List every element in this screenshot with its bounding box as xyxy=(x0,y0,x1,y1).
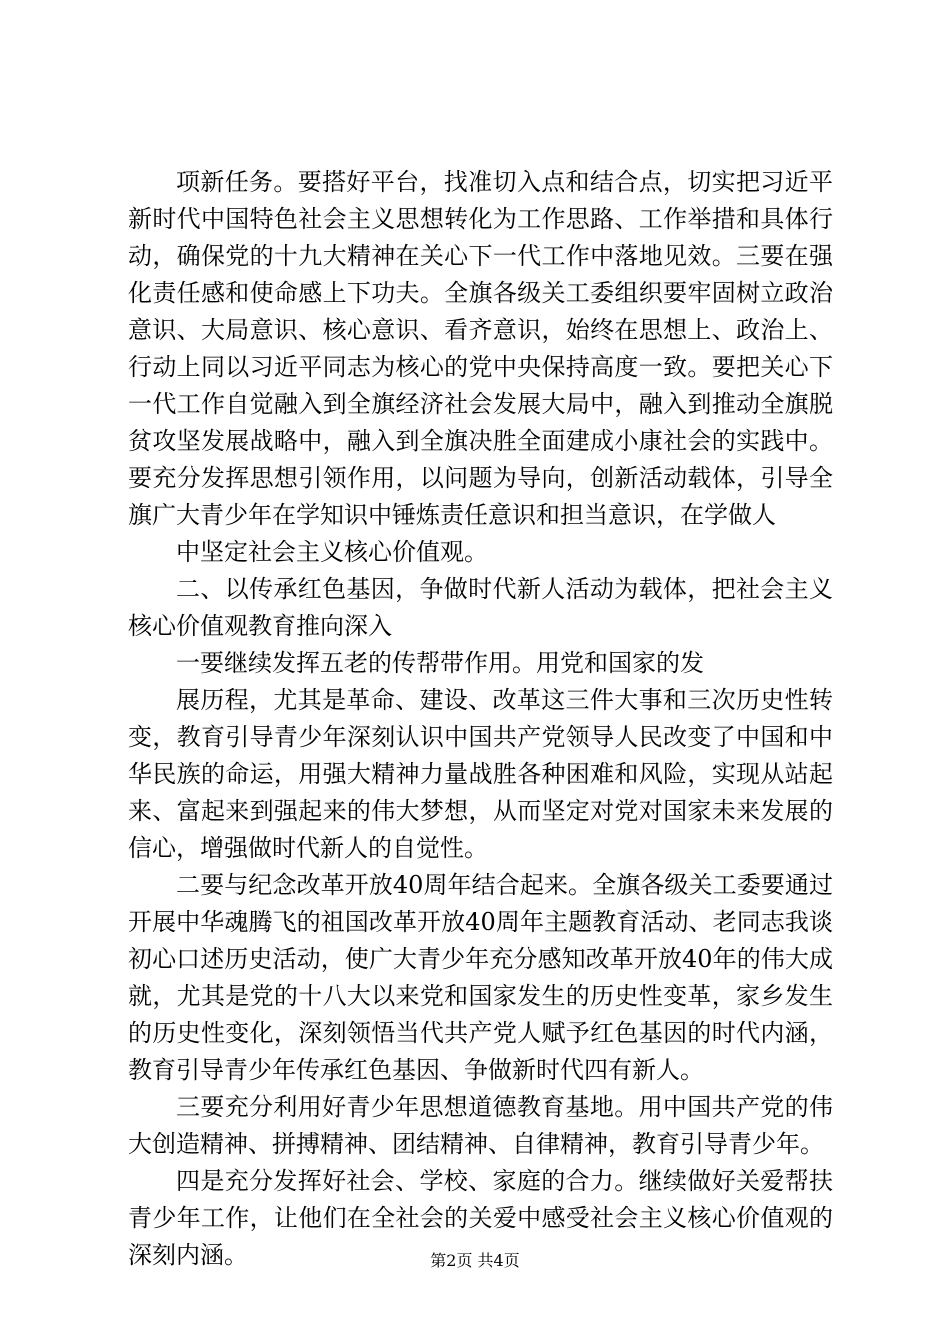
paragraph-point-three: 三要充分利用好青少年思想道德教育基地。用中国共产党的伟大创造精神、拼搏精神、团结精神、自律精神，教育引导青少年。 xyxy=(128,1093,833,1158)
paragraph-core-values: 中坚定社会主义核心价值观。 xyxy=(176,538,488,566)
paragraph-point-one-body: 展历程，尤其是革命、建设、改革这三件大事和三次历史性转变，教育引导青少年深刻认识中国共产党领导人民改变了中国和中华民族的命运，用强大精神力量战胜各种困难和风险，实现从站起来、富起来到强起来的伟大梦想，从而坚定对党对国家未来发展的信心，增强做时代新人的自觉性。 xyxy=(128,686,833,862)
paragraph-point-two: 二要与纪念改革开放40周年结合起来。全旗各级关工委要通过开展中华魂腾飞的祖国改革开放40周年主题教育活动、老同志我谈初心口述历史活动，使广大青少年充分感知改革开放40年的伟大成就，尤其是党的十八大以来党和国家发生的历史性变革，家乡发生的历史性变化，深刻领悟当代共产党人赋予红色基因的时代内涵，教育引导青少年传承红色基因、争做新时代四有新人。 xyxy=(128,871,833,1084)
paragraph-continuation: 项新任务。要搭好平台，找准切入点和结合点，切实把习近平新时代中国特色社会主义思想转化为工作思路、工作举措和具体行动，确保党的十九大精神在关心下一代工作中落地见效。三要在强化责任感和使命感上下功夫。全旗各级关工委组织要牢固树立政治意识、大局意识、核心意识、看齐意识，始终在思想上、政治上、行动上同以习近平同志为核心的党中央保持高度一致。要把关心下一代工作自觉融入到全旗经济社会发展大局中，融入到推动全旗脱贫攻坚发展战略中，融入到全旗决胜全面建成小康社会的实践中。要充分发挥思想引领作用，以问题为导向，创新活动载体，引导全旗广大青少年在学知识中锤炼责任意识和担当意识，在学做人 xyxy=(128,168,833,529)
page-number-footer: 第2页 共4页 xyxy=(430,1251,520,1270)
paragraph-point-one-intro: 一要继续发挥五老的传帮带作用。用党和国家的发 xyxy=(176,649,704,677)
paragraph-point-four: 四是充分发挥好社会、学校、家庭的合力。继续做好关爱帮扶青少年工作，让他们在全社会的关爱中感受社会主义核心价值观的深刻内涵。 xyxy=(128,1167,833,1269)
section-heading-two: 二、以传承红色基因，争做时代新人活动为载体，把社会主义核心价值观教育推向深入 xyxy=(128,575,833,640)
document-body xyxy=(128,164,833,1274)
